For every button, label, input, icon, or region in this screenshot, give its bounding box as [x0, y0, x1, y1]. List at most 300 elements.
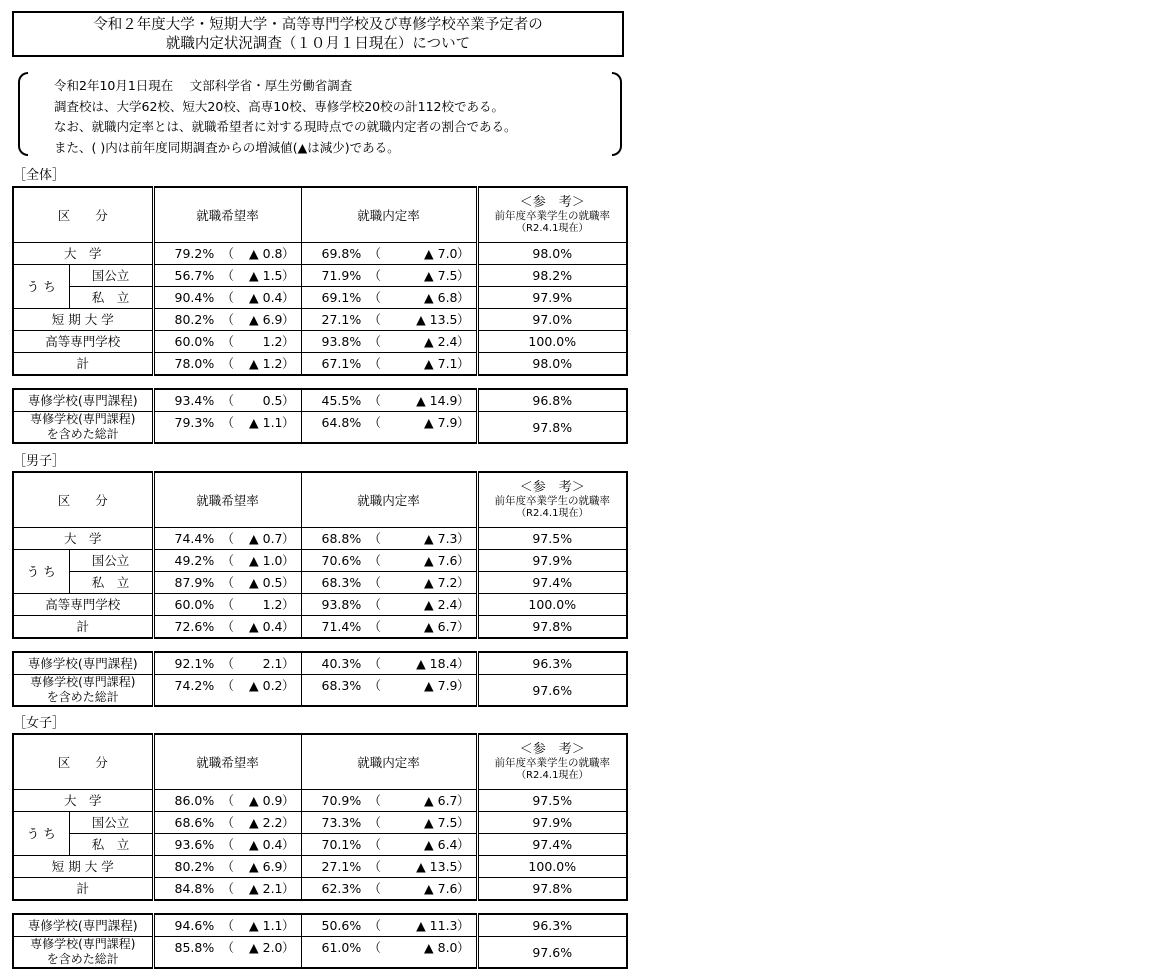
table-row: [13, 287, 627, 309]
paren-close: ）: [457, 290, 470, 305]
place-change: ▲ 7.5: [424, 268, 458, 283]
place-value: 71.4%: [321, 619, 362, 634]
paren-open: （: [368, 619, 382, 634]
table-row: [13, 309, 627, 331]
hope-rate-header: 就職希望率: [153, 472, 301, 528]
placement-rate-cell: [301, 856, 477, 878]
place-change: ▲ 6.7: [424, 793, 458, 808]
hope-value: 79.2%: [174, 246, 215, 261]
placement-rate-cell: [301, 412, 477, 444]
hope-rate-cell: [153, 528, 301, 550]
paren-close: ）: [282, 881, 295, 896]
paren-open: （: [221, 393, 235, 408]
reference-rate-cell: 96.3%: [477, 652, 627, 675]
paren-open: （: [221, 597, 235, 612]
placement-rate-cell: [301, 389, 477, 412]
hope-value: 94.6%: [174, 918, 215, 933]
title-line-1: 令和２年度大学・短期大学・高等専門学校及び専修学校卒業予定者の: [93, 17, 543, 33]
paren-open: （: [221, 268, 235, 283]
paren-close: ）: [457, 597, 470, 612]
place-value: 70.1%: [321, 837, 362, 852]
table-row: [13, 790, 627, 812]
paren-close: ）: [282, 837, 295, 852]
paren-close: ）: [457, 940, 470, 955]
hope-rate-cell: [153, 572, 301, 594]
reference-title: ＜参 考＞: [519, 195, 585, 210]
hope-rate-cell: [153, 287, 301, 309]
uchi-label: う ち: [13, 265, 69, 309]
paren-open: （: [221, 334, 235, 349]
table-row: [13, 572, 627, 594]
reference-rate-cell: 100.0%: [477, 594, 627, 616]
reference-header: [477, 472, 627, 528]
table-row: [13, 937, 627, 969]
reference-rate-cell: 97.8%: [477, 616, 627, 639]
reference-rate-cell: 98.0%: [477, 353, 627, 376]
reference-header: [477, 734, 627, 790]
paren-close: ）: [282, 918, 295, 933]
paren-close: ）: [282, 619, 295, 634]
place-change: ▲ 7.1: [424, 356, 458, 371]
place-change: ▲ 7.6: [424, 553, 458, 568]
paren-open: （: [221, 940, 235, 955]
hope-value: 80.2%: [174, 859, 215, 874]
paren-close: ）: [457, 918, 470, 933]
hope-change: ▲ 2.0: [249, 940, 283, 955]
reference-rate-cell: 97.5%: [477, 528, 627, 550]
table-row: [13, 675, 627, 707]
title-line-2: 就職内定状況調査（１０月１日現在）について: [165, 36, 471, 52]
row-label: 国公立: [69, 265, 153, 287]
row-label-line-1: 専修学校(専門課程): [30, 675, 136, 689]
paren-open: （: [368, 859, 382, 874]
category-header: 区 分: [13, 187, 153, 243]
paren-close: ）: [457, 553, 470, 568]
uchi-label: う ち: [13, 812, 69, 856]
paren-close: ）: [457, 678, 470, 693]
row-label: 計: [13, 878, 153, 901]
hope-rate-cell: [153, 412, 301, 444]
hope-change: 0.5: [262, 393, 283, 408]
hope-rate-cell: [153, 265, 301, 287]
row-label: 私 立: [69, 287, 153, 309]
place-change: ▲ 13.5: [416, 312, 458, 327]
row-label: 高等専門学校: [13, 594, 153, 616]
placement-rate-cell: [301, 812, 477, 834]
hope-rate-cell: [153, 309, 301, 331]
hope-rate-header: 就職希望率: [153, 187, 301, 243]
section-title: ［全体］: [13, 168, 66, 183]
hope-value: 84.8%: [174, 881, 215, 896]
placement-rate-cell: [301, 528, 477, 550]
placement-rate-header: 就職内定率: [301, 187, 477, 243]
place-value: 93.8%: [321, 334, 362, 349]
paren-close: ）: [457, 334, 470, 349]
row-label: 大 学: [13, 528, 153, 550]
placement-rate-cell: [301, 572, 477, 594]
paren-open: （: [368, 940, 382, 955]
vocational-table: [12, 651, 628, 707]
table-row: [13, 243, 627, 265]
place-change: ▲ 6.4: [424, 837, 458, 852]
place-change: ▲ 2.4: [424, 597, 458, 612]
paren-open: （: [221, 531, 235, 546]
category-header: 区 分: [13, 472, 153, 528]
reference-rate-cell: 98.0%: [477, 243, 627, 265]
note-line: 令和2年10月1日現在 文部科学省・厚生労働省調査: [54, 78, 353, 93]
placement-rate-cell: [301, 309, 477, 331]
hope-rate-cell: [153, 790, 301, 812]
row-label: 短 期 大 学: [13, 856, 153, 878]
paren-open: （: [368, 597, 382, 612]
category-header: 区 分: [13, 734, 153, 790]
paren-close: ）: [282, 859, 295, 874]
hope-rate-cell: [153, 616, 301, 639]
paren-close: ）: [282, 290, 295, 305]
table-row: [13, 412, 627, 444]
hope-change: ▲ 0.4: [249, 619, 283, 634]
row-label: 私 立: [69, 834, 153, 856]
hope-value: 92.1%: [174, 656, 215, 671]
place-change: ▲ 18.4: [416, 656, 458, 671]
reference-title: ＜参 考＞: [519, 742, 585, 757]
placement-rate-cell: [301, 331, 477, 353]
row-label-line-1: 専修学校(専門課程): [30, 937, 136, 951]
hope-value: 93.4%: [174, 393, 215, 408]
paren-close: ）: [282, 312, 295, 327]
paren-open: （: [368, 334, 382, 349]
paren-close: ）: [282, 553, 295, 568]
vocational-table: [12, 913, 628, 969]
place-change: ▲ 8.0: [424, 940, 458, 955]
rate-table: [12, 186, 628, 376]
reference-rate-cell: 98.2%: [477, 265, 627, 287]
reference-subtitle: 前年度卒業学生の就職率: [494, 210, 611, 222]
row-label: 国公立: [69, 812, 153, 834]
row-label: 専修学校(専門課程): [13, 652, 153, 675]
reference-date: （R2.4.1現在）: [516, 223, 589, 234]
hope-change: ▲ 6.9: [249, 859, 283, 874]
placement-rate-cell: [301, 550, 477, 572]
right-bracket: [612, 72, 622, 156]
hope-change: 2.1: [262, 656, 283, 671]
place-value: 70.6%: [321, 553, 362, 568]
hope-rate-cell: [153, 675, 301, 707]
row-label: 高等専門学校: [13, 331, 153, 353]
paren-close: ）: [457, 415, 470, 430]
paren-open: （: [368, 918, 382, 933]
reference-rate-cell: 97.8%: [477, 412, 627, 444]
hope-value: 86.0%: [174, 793, 215, 808]
table-row: [13, 652, 627, 675]
paren-open: （: [221, 290, 235, 305]
place-value: 64.8%: [321, 415, 362, 430]
table-row: [13, 878, 627, 901]
paren-close: ）: [457, 531, 470, 546]
hope-value: 56.7%: [174, 268, 215, 283]
hope-change: ▲ 0.7: [249, 531, 283, 546]
paren-open: （: [368, 553, 382, 568]
table-row: [13, 331, 627, 353]
hope-rate-cell: [153, 243, 301, 265]
hope-rate-cell: [153, 594, 301, 616]
reference-date: （R2.4.1現在）: [516, 508, 589, 519]
note-line: 調査校は、大学62校、短大20校、高専10校、専修学校20校の計112校である。: [54, 98, 504, 114]
reference-rate-cell: 100.0%: [477, 856, 627, 878]
reference-rate-cell: 97.4%: [477, 834, 627, 856]
table-header-row: [13, 472, 627, 528]
placement-rate-cell: [301, 265, 477, 287]
table-row: [13, 812, 627, 834]
table-row: [13, 550, 627, 572]
paren-open: （: [368, 815, 382, 830]
table-row: [13, 594, 627, 616]
placement-rate-cell: [301, 243, 477, 265]
hope-rate-cell: [153, 353, 301, 376]
section-title: ［男子］: [13, 454, 66, 469]
paren-open: （: [221, 246, 235, 261]
paren-close: ）: [282, 656, 295, 671]
hope-change: ▲ 2.2: [249, 815, 283, 830]
paren-open: （: [221, 793, 235, 808]
hope-rate-cell: [153, 878, 301, 901]
place-change: ▲ 6.7: [424, 619, 458, 634]
place-value: 68.8%: [321, 531, 362, 546]
hope-rate-cell: [153, 331, 301, 353]
table-row: [13, 265, 627, 287]
row-label-line-1: 専修学校(専門課程): [30, 412, 136, 426]
document-title: [12, 11, 624, 57]
paren-close: ）: [457, 793, 470, 808]
row-label: 短 期 大 学: [13, 309, 153, 331]
hope-rate-cell: [153, 389, 301, 412]
hope-rate-cell: [153, 914, 301, 937]
placement-rate-cell: [301, 652, 477, 675]
reference-rate-cell: 97.9%: [477, 550, 627, 572]
paren-close: ）: [282, 815, 295, 830]
left-bracket: [18, 72, 28, 156]
table-row: [13, 834, 627, 856]
paren-open: （: [368, 881, 382, 896]
place-change: ▲ 7.6: [424, 881, 458, 896]
paren-close: ）: [457, 268, 470, 283]
hope-value: 93.6%: [174, 837, 215, 852]
rate-table: [12, 471, 628, 639]
place-change: ▲ 7.0: [424, 246, 458, 261]
rate-table: [12, 733, 628, 901]
paren-close: ）: [282, 940, 295, 955]
paren-close: ）: [457, 837, 470, 852]
hope-rate-cell: [153, 937, 301, 969]
hope-value: 80.2%: [174, 312, 215, 327]
row-label: 私 立: [69, 572, 153, 594]
paren-close: ）: [457, 656, 470, 671]
placement-rate-cell: [301, 790, 477, 812]
paren-open: （: [221, 312, 235, 327]
reference-rate-cell: 96.8%: [477, 389, 627, 412]
hope-value: 68.6%: [174, 815, 215, 830]
hope-change: ▲ 1.1: [249, 918, 283, 933]
paren-close: ）: [457, 619, 470, 634]
reference-rate-cell: 97.6%: [477, 675, 627, 707]
table-row: [13, 856, 627, 878]
hope-change: ▲ 1.2: [249, 356, 283, 371]
row-label: [13, 412, 153, 444]
paren-close: ）: [457, 312, 470, 327]
paren-close: ）: [282, 246, 295, 261]
reference-rate-cell: 97.4%: [477, 572, 627, 594]
row-label: 専修学校(専門課程): [13, 389, 153, 412]
paren-close: ）: [457, 815, 470, 830]
table-header-row: [13, 187, 627, 243]
place-value: 68.3%: [321, 575, 362, 590]
hope-change: ▲ 1.1: [249, 415, 283, 430]
row-label: 計: [13, 353, 153, 376]
paren-open: （: [221, 859, 235, 874]
paren-open: （: [368, 575, 382, 590]
reference-rate-cell: 97.6%: [477, 937, 627, 969]
place-value: 40.3%: [321, 656, 362, 671]
hope-value: 60.0%: [174, 334, 215, 349]
placement-rate-cell: [301, 287, 477, 309]
paren-close: ）: [282, 597, 295, 612]
paren-close: ）: [282, 334, 295, 349]
placement-rate-cell: [301, 353, 477, 376]
row-label-line-2: を含めた総計: [46, 690, 119, 704]
uchi-label: う ち: [13, 550, 69, 594]
placement-rate-cell: [301, 834, 477, 856]
hope-value: 72.6%: [174, 619, 215, 634]
place-change: ▲ 7.2: [424, 575, 458, 590]
paren-close: ）: [457, 356, 470, 371]
place-change: ▲ 7.3: [424, 531, 458, 546]
paren-open: （: [368, 678, 382, 693]
hope-change: 1.2: [262, 334, 283, 349]
hope-value: 87.9%: [174, 575, 215, 590]
paren-open: （: [368, 393, 382, 408]
hope-change: ▲ 0.2: [249, 678, 283, 693]
placement-rate-cell: [301, 594, 477, 616]
table-row: [13, 914, 627, 937]
reference-subtitle: 前年度卒業学生の就職率: [494, 495, 611, 507]
row-label: 大 学: [13, 790, 153, 812]
paren-close: ）: [282, 531, 295, 546]
paren-open: （: [368, 312, 382, 327]
placement-rate-header: 就職内定率: [301, 734, 477, 790]
row-label: 国公立: [69, 550, 153, 572]
place-change: ▲ 7.9: [424, 415, 458, 430]
row-label: 計: [13, 616, 153, 639]
hope-value: 49.2%: [174, 553, 215, 568]
hope-change: 1.2: [262, 597, 283, 612]
placement-rate-cell: [301, 675, 477, 707]
hope-change: ▲ 1.5: [249, 268, 283, 283]
paren-open: （: [221, 656, 235, 671]
paren-open: （: [368, 837, 382, 852]
reference-rate-cell: 97.0%: [477, 309, 627, 331]
place-value: 50.6%: [321, 918, 362, 933]
paren-close: ）: [282, 268, 295, 283]
placement-rate-cell: [301, 616, 477, 639]
paren-open: （: [221, 837, 235, 852]
place-value: 69.8%: [321, 246, 362, 261]
hope-value: 90.4%: [174, 290, 215, 305]
row-label: 専修学校(専門課程): [13, 914, 153, 937]
hope-value: 74.4%: [174, 531, 215, 546]
placement-rate-cell: [301, 937, 477, 969]
hope-change: ▲ 1.0: [249, 553, 283, 568]
paren-close: ）: [282, 575, 295, 590]
hope-rate-cell: [153, 652, 301, 675]
paren-close: ）: [282, 393, 295, 408]
survey-notes: [18, 72, 622, 158]
place-change: ▲ 7.9: [424, 678, 458, 693]
hope-change: ▲ 0.4: [249, 837, 283, 852]
note-line: なお、就職内定率とは、就職希望者に対する現時点での就職内定者の割合である。: [54, 119, 517, 134]
place-change: ▲ 14.9: [416, 393, 458, 408]
place-value: 68.3%: [321, 678, 362, 693]
reference-rate-cell: 97.8%: [477, 878, 627, 901]
place-value: 71.9%: [321, 268, 362, 283]
paren-close: ）: [282, 356, 295, 371]
paren-open: （: [221, 678, 235, 693]
row-label-line-2: を含めた総計: [46, 427, 119, 441]
hope-rate-header: 就職希望率: [153, 734, 301, 790]
place-change: ▲ 13.5: [416, 859, 458, 874]
row-label: [13, 937, 153, 969]
place-value: 61.0%: [321, 940, 362, 955]
place-change: ▲ 6.8: [424, 290, 458, 305]
paren-open: （: [221, 415, 235, 430]
paren-open: （: [368, 656, 382, 671]
reference-rate-cell: 96.3%: [477, 914, 627, 937]
hope-value: 78.0%: [174, 356, 215, 371]
paren-open: （: [368, 290, 382, 305]
paren-open: （: [368, 793, 382, 808]
reference-rate-cell: 97.9%: [477, 287, 627, 309]
paren-open: （: [221, 881, 235, 896]
place-change: ▲ 7.5: [424, 815, 458, 830]
hope-value: 85.8%: [174, 940, 215, 955]
placement-rate-cell: [301, 914, 477, 937]
hope-value: 60.0%: [174, 597, 215, 612]
paren-close: ）: [282, 415, 295, 430]
hope-change: ▲ 0.5: [249, 575, 283, 590]
paren-close: ）: [457, 246, 470, 261]
place-value: 73.3%: [321, 815, 362, 830]
paren-close: ）: [282, 678, 295, 693]
placement-rate-cell: [301, 878, 477, 901]
reference-subtitle: 前年度卒業学生の就職率: [494, 757, 611, 769]
reference-header: [477, 187, 627, 243]
place-value: 27.1%: [321, 312, 362, 327]
hope-change: ▲ 0.8: [249, 246, 283, 261]
paren-open: （: [368, 531, 382, 546]
place-value: 62.3%: [321, 881, 362, 896]
row-label-line-2: を含めた総計: [46, 952, 119, 966]
paren-close: ）: [457, 393, 470, 408]
table-row: [13, 353, 627, 376]
hope-value: 74.2%: [174, 678, 215, 693]
reference-date: （R2.4.1現在）: [516, 770, 589, 781]
section-title: ［女子］: [13, 716, 66, 731]
paren-open: （: [221, 575, 235, 590]
reference-rate-cell: 97.5%: [477, 790, 627, 812]
placement-rate-header: 就職内定率: [301, 472, 477, 528]
paren-open: （: [221, 553, 235, 568]
paren-open: （: [221, 918, 235, 933]
place-value: 45.5%: [321, 393, 362, 408]
